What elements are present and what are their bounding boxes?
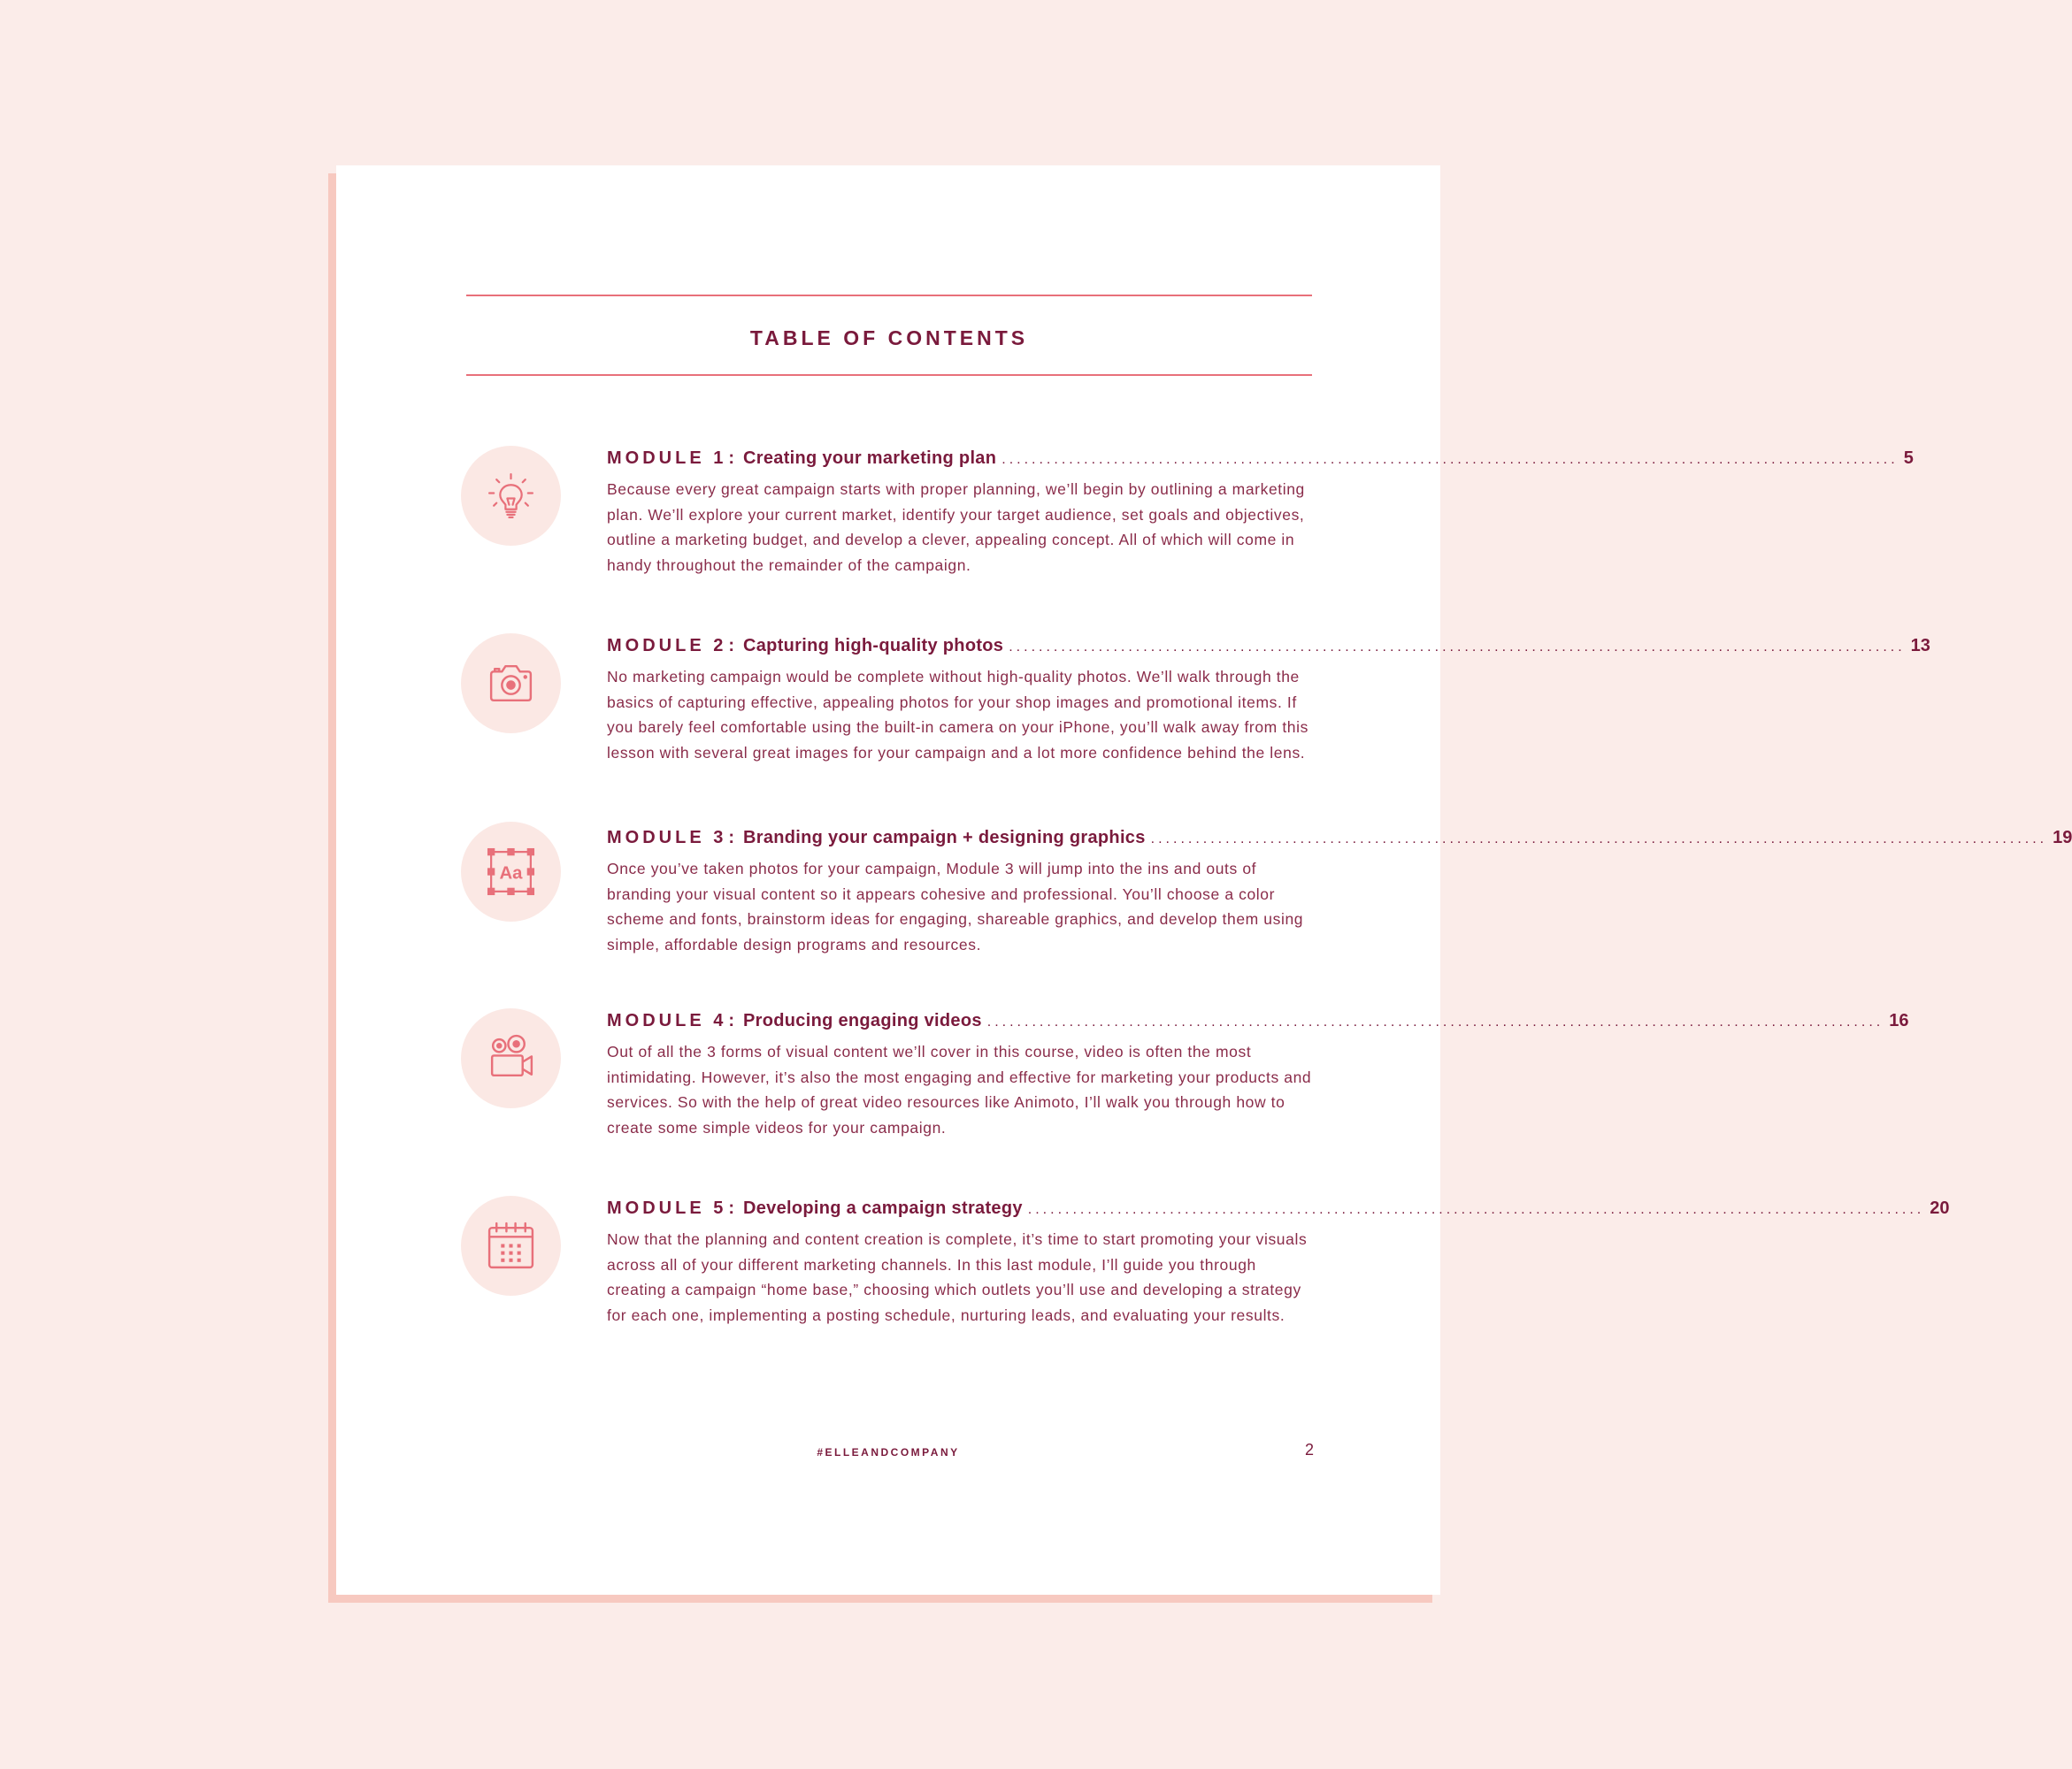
module-page-number: 19 bbox=[2053, 828, 2072, 847]
typography-icon bbox=[461, 822, 561, 922]
document-page bbox=[336, 165, 2072, 1595]
module-title: Branding your campaign + designing graphics bbox=[743, 828, 1146, 847]
module-colon: : bbox=[728, 448, 735, 468]
module-heading bbox=[607, 1011, 1909, 1038]
module-description: Because every great campaign starts with proper planning, we’ll begin by outlining a marketing plan. We’ll explore your current market, identify your target audience, set goals and objectives, outline a marketing budget, and develop a clever, appealing concept. All of which will come in handy throughout the remainder of the campaign. bbox=[607, 480, 1305, 574]
footer-brand: #ELLEANDCOMPANY bbox=[817, 1446, 960, 1459]
leader-dots: ........................................................................................................................ bbox=[1009, 639, 1906, 655]
module-page-number: 5 bbox=[1903, 448, 1914, 468]
module-heading bbox=[607, 828, 2072, 854]
module-title: Capturing high-quality photos bbox=[743, 636, 1004, 655]
leader-dots: ........................................................................................................................ bbox=[1150, 831, 2048, 846]
module-title: Developing a campaign strategy bbox=[743, 1198, 1023, 1218]
leader-dots: ........................................................................................................................ bbox=[1001, 452, 1899, 467]
module-heading bbox=[607, 1198, 1950, 1225]
footer-page-number: 2 bbox=[1304, 1441, 1314, 1459]
module-description: No marketing campaign would be complete without high-quality photos. We’ll walk through the basics of capturing effective, appealing photos for your shop images and promotional items. If you barely feel comfortable using the built-in camera on your iPhone, you’ll walk away from this lesson with several great images for your campaign and a lot more confidence behind the lens. bbox=[607, 668, 1308, 762]
module-colon: : bbox=[728, 636, 735, 655]
page-title: TABLE OF CONTENTS bbox=[749, 326, 1029, 349]
camera-icon bbox=[461, 633, 561, 733]
module-page-number: 13 bbox=[1910, 636, 1930, 655]
module-heading bbox=[607, 448, 1914, 475]
module-label: MODULE 2 bbox=[607, 636, 727, 655]
video-camera-icon bbox=[461, 1008, 561, 1108]
module-colon: : bbox=[728, 1198, 735, 1218]
module-description: Out of all the 3 forms of visual content we’ll cover in this course, video is often the most intimidating. However, it’s also the most engaging and effective for marketing your products and services. So with the help of great video resources like Animoto, I’ll walk you through how to create some simple videos for your campaign. bbox=[607, 1043, 1312, 1137]
module-page-number: 20 bbox=[1930, 1198, 1950, 1218]
title-bottom-rule bbox=[466, 374, 1312, 376]
module-description: Once you’ve taken photos for your campaign, Module 3 will jump into the ins and outs of branding your visual content so it appears cohesive and professional. You’ll choose a color scheme and fonts, brainstorm ideas for engaging, shareable graphics, and develop them using simple, affordable design programs and resources. bbox=[607, 860, 1304, 953]
module-colon: : bbox=[728, 828, 735, 847]
module-heading bbox=[607, 636, 1930, 662]
leader-dots: ........................................................................................................................ bbox=[1027, 1202, 1925, 1217]
title-top-rule bbox=[466, 295, 1312, 296]
module-title: Creating your marketing plan bbox=[743, 448, 997, 468]
module-title: Producing engaging videos bbox=[743, 1011, 982, 1030]
module-description: Now that the planning and content creation is complete, it’s time to start promoting your visuals across all of your different marketing channels. In this last module, I’ll guide you through creating a campaign “home base,” choosing which outlets you’ll use and developing a strategy for each one, implementing a posting schedule, nurturing leads, and evaluating your results. bbox=[607, 1230, 1308, 1324]
module-label: MODULE 5 bbox=[607, 1198, 727, 1218]
module-page-number: 16 bbox=[1889, 1011, 1909, 1030]
leader-dots: ........................................................................................................................ bbox=[986, 1015, 1884, 1030]
lightbulb-icon bbox=[461, 446, 561, 546]
typography-icon-text: Aa bbox=[499, 863, 523, 884]
module-label: MODULE 4 bbox=[607, 1011, 727, 1030]
module-label: MODULE 3 bbox=[607, 828, 727, 847]
module-colon: : bbox=[728, 1011, 735, 1030]
calendar-icon bbox=[461, 1196, 561, 1296]
module-label: MODULE 1 bbox=[607, 448, 727, 468]
